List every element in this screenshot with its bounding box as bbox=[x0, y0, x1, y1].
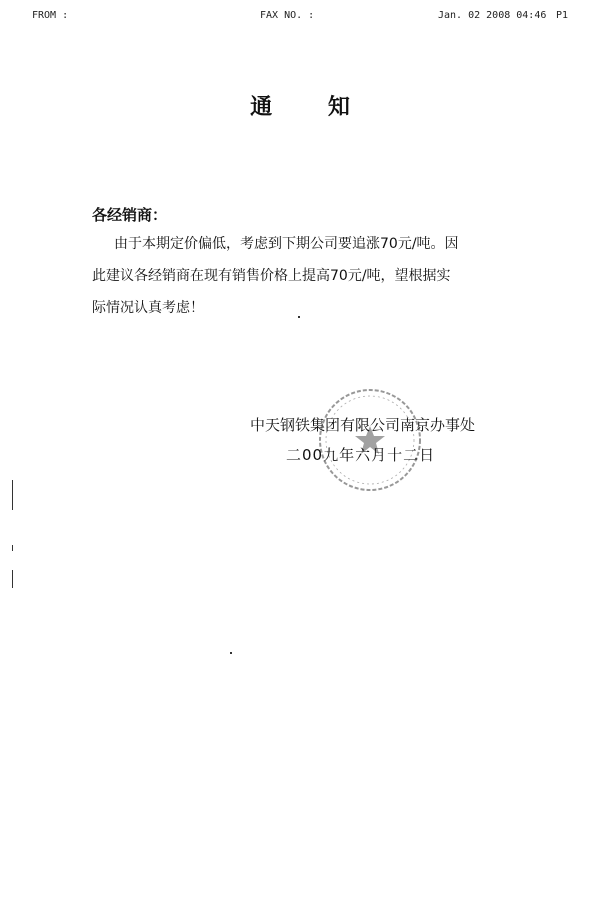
notice-title: 通 知 bbox=[250, 95, 374, 120]
signature-company: 中天钢铁集团有限公司南京办事处 bbox=[250, 416, 476, 434]
fax-page-number: P1 bbox=[556, 10, 569, 21]
body-line-2: 此建议各经销商在现有销售价格上提高70元/吨，望根据实 bbox=[92, 268, 451, 284]
body-line-3: 际情况认真考虑！ bbox=[92, 300, 204, 316]
notice-body bbox=[92, 228, 472, 324]
company-seal-stamp bbox=[316, 386, 424, 494]
fax-datetime: Jan. 02 2008 04:46 bbox=[438, 10, 547, 21]
fax-number-label: FAX NO. : bbox=[260, 10, 315, 21]
body-line-1: 由于本期定价偏低，考虑到下期公司要追涨70元/吨。因 bbox=[114, 236, 459, 252]
scan-speck bbox=[12, 480, 13, 510]
scan-speck bbox=[230, 652, 232, 654]
scan-speck bbox=[298, 316, 300, 318]
scan-speck bbox=[12, 545, 13, 551]
signature-date: 二00九年六月十二日 bbox=[286, 446, 436, 464]
fax-from-label: FROM : bbox=[32, 10, 69, 21]
fax-header bbox=[0, 10, 600, 26]
scan-speck bbox=[12, 570, 13, 588]
salutation: 各经销商： bbox=[92, 206, 168, 224]
